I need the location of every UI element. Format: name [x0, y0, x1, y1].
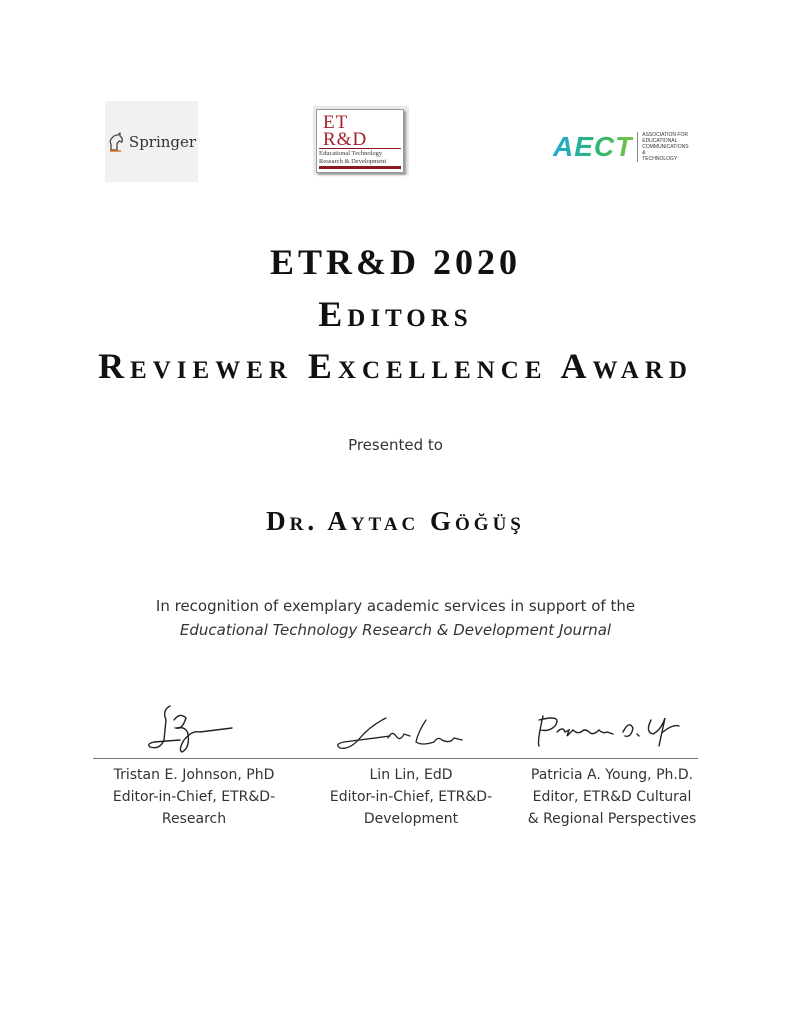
- recipient-name: Dr. Aytac Göğüş: [266, 506, 525, 536]
- signature-line: [93, 758, 698, 759]
- recognition-line: In recognition of exemplary academic services in support of the: [155, 597, 636, 615]
- etrd-logo: [313, 106, 409, 175]
- springer-wordmark: Springer: [128, 132, 197, 151]
- signature-johnson: [140, 700, 235, 755]
- etrd-monogram: ET R&D: [323, 112, 368, 150]
- signer-young: [512, 764, 712, 830]
- journal-name: Educational Technology Research & Development Journal: [179, 621, 612, 639]
- recognition-text: [0, 594, 791, 642]
- presented-to-label: Presented to: [348, 436, 443, 454]
- signer-role: Editor-in-Chief, ETR&D-: [329, 789, 493, 805]
- award-title-editors: Editors: [318, 294, 473, 334]
- signer-role: & Regional Perspectives: [527, 811, 697, 827]
- signer-role: Research: [161, 811, 227, 827]
- aect-divider: [637, 132, 638, 162]
- aect-logo: [553, 126, 693, 168]
- etrd-band: [319, 166, 401, 169]
- signer-role: Development: [363, 811, 459, 827]
- signer-name: Patricia A. Young, Ph.D.: [530, 767, 694, 783]
- signer-name: Lin Lin, EdD: [369, 767, 453, 783]
- signer-lin: [311, 764, 511, 830]
- etrd-journal-name: Educational Technology Research & Development: [319, 148, 401, 165]
- signer-name: Tristan E. Johnson, PhD: [113, 767, 275, 783]
- signature-lin: [330, 712, 470, 754]
- award-title-year: ETR&D 2020: [269, 242, 521, 282]
- signer-role: Editor, ETR&D Cultural: [532, 789, 692, 805]
- aect-association-name: ASSOCIATION FOR EDUCATIONAL COMMUNICATIONS & TECHNOLOGY: [642, 132, 689, 162]
- springer-horse-icon: [107, 132, 125, 152]
- award-title-name: Reviewer Excellence Award: [98, 346, 693, 386]
- award-title: [0, 236, 791, 392]
- signature-young: [533, 712, 683, 752]
- springer-logo: [105, 101, 198, 182]
- signer-role: Editor-in-Chief, ETR&D-: [112, 789, 276, 805]
- signer-johnson: [94, 764, 294, 830]
- aect-wordmark: AECT: [553, 131, 634, 162]
